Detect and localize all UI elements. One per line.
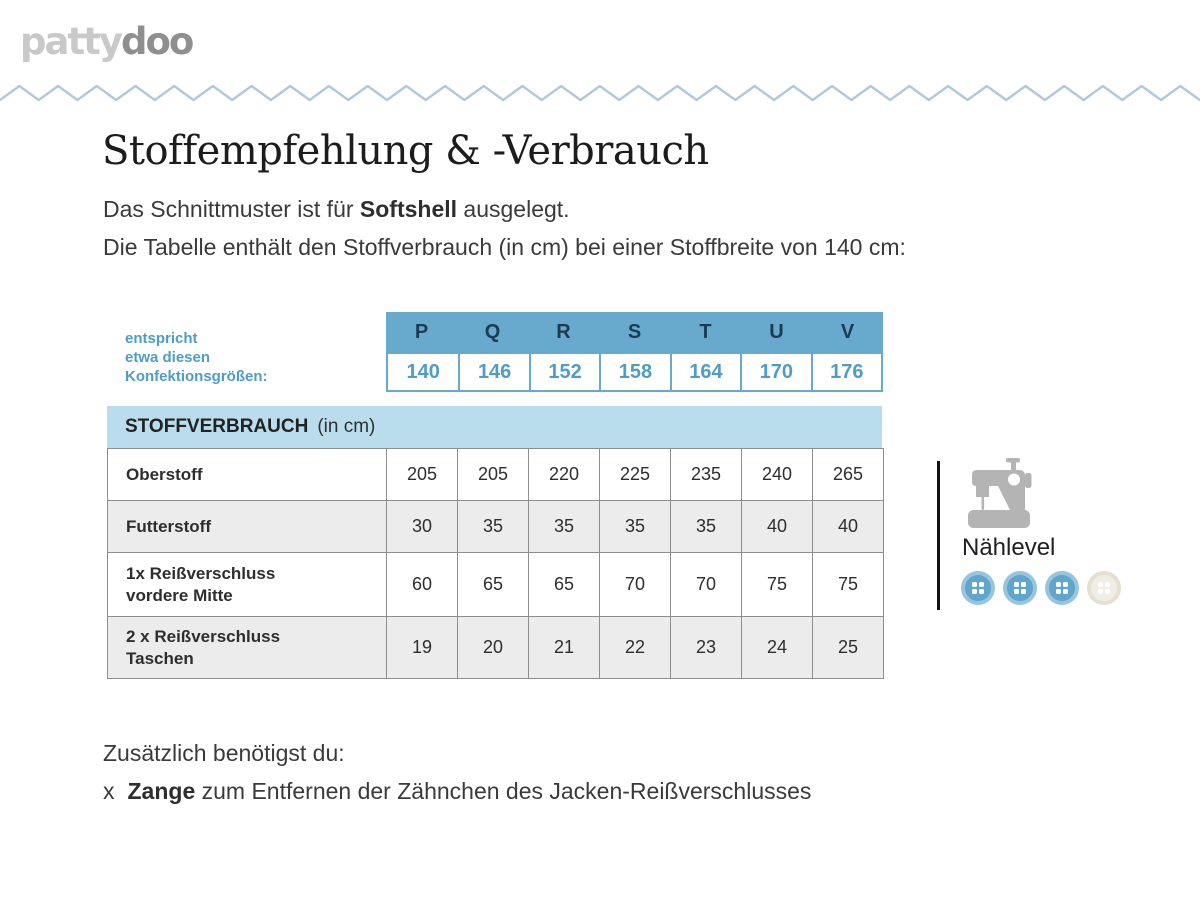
table-cell: 23 xyxy=(670,617,741,678)
table-cell: 240 xyxy=(741,449,812,500)
intro-line-1: Das Schnittmuster ist für Softshell ausgelegt. xyxy=(103,196,570,222)
table-cell: 22 xyxy=(599,617,670,678)
row-label: 2 x Reißverschluss Taschen xyxy=(126,626,281,668)
consumption-header-band xyxy=(107,406,882,448)
table-cell: 35 xyxy=(528,501,599,552)
size-values-row xyxy=(386,352,883,392)
page-title: Stoffempfehlung & -Verbrauch xyxy=(102,128,709,174)
table-cell: 225 xyxy=(599,449,670,500)
size-value: 176 xyxy=(811,354,881,390)
footer-line-1: Zusätzlich benötigst du: xyxy=(103,740,345,766)
table-cell: 65 xyxy=(528,553,599,616)
consumption-header-unit: (in cm) xyxy=(317,416,376,437)
table-cell: 60 xyxy=(386,553,457,616)
table-row xyxy=(108,552,883,616)
table-cell: 40 xyxy=(812,501,883,552)
table-cell: 24 xyxy=(741,617,812,678)
naehlevel-buttons xyxy=(961,571,1121,605)
table-cell: 20 xyxy=(457,617,528,678)
table-cell: 205 xyxy=(386,449,457,500)
size-value: 152 xyxy=(529,354,599,390)
size-note: entspricht etwa diesen Konfektionsgrößen: xyxy=(125,330,268,385)
button-icon xyxy=(961,571,995,605)
size-letter: P xyxy=(414,320,429,343)
table-cell: 70 xyxy=(599,553,670,616)
intro-line-2: Die Tabelle enthält den Stoffverbrauch (in cm) bei einer Stoffbreite von 140 cm: xyxy=(103,234,906,260)
size-letter: S xyxy=(627,320,642,343)
consumption-table xyxy=(107,448,884,679)
fabric-type: Softshell xyxy=(359,196,458,222)
row-label: Futterstoff xyxy=(126,516,211,536)
quantity-prefix: x xyxy=(103,778,115,804)
table-row xyxy=(108,449,883,500)
size-value: 158 xyxy=(599,354,669,390)
table-cell: 235 xyxy=(670,449,741,500)
logo-part-light: patty xyxy=(20,20,121,63)
row-label: 1x Reißverschluss vordere Mitte xyxy=(126,563,276,605)
vertical-divider xyxy=(937,461,940,610)
size-letter: T xyxy=(699,320,712,343)
table-cell: 30 xyxy=(386,501,457,552)
size-letter: U xyxy=(769,320,784,343)
table-cell: 75 xyxy=(741,553,812,616)
size-value: 140 xyxy=(406,360,440,383)
table-cell: 205 xyxy=(457,449,528,500)
table-cell: 40 xyxy=(741,501,812,552)
table-cell: 25 xyxy=(812,617,883,678)
button-icon xyxy=(1087,571,1121,605)
consumption-header-title: STOFFVERBRAUCH xyxy=(125,416,309,437)
table-cell: 75 xyxy=(812,553,883,616)
table-row xyxy=(108,500,883,552)
size-value: 170 xyxy=(740,354,810,390)
naehlevel-label: Nählevel xyxy=(962,534,1056,561)
tool-name: Zange xyxy=(127,778,196,804)
footer-line-2: x Zange zum Entfernen der Zähnchen des Jacken-Reißverschlusses xyxy=(103,778,812,804)
table-cell: 220 xyxy=(528,449,599,500)
size-table xyxy=(386,312,883,392)
table-cell: 35 xyxy=(599,501,670,552)
size-value: 164 xyxy=(670,354,740,390)
size-letter: V xyxy=(840,320,855,343)
table-cell: 19 xyxy=(386,617,457,678)
size-letter: Q xyxy=(484,320,501,343)
size-value: 146 xyxy=(458,354,528,390)
table-row xyxy=(108,616,883,678)
button-icon xyxy=(1003,571,1037,605)
pattydoo-logo xyxy=(20,20,192,63)
table-cell: 265 xyxy=(812,449,883,500)
size-header-row xyxy=(386,312,883,352)
table-cell: 70 xyxy=(670,553,741,616)
table-cell: 65 xyxy=(457,553,528,616)
sewing-machine-icon xyxy=(962,458,1038,530)
row-label: Oberstoff xyxy=(126,464,203,484)
table-cell: 21 xyxy=(528,617,599,678)
table-cell: 35 xyxy=(457,501,528,552)
size-letter: R xyxy=(556,320,571,343)
table-cell: 35 xyxy=(670,501,741,552)
button-icon xyxy=(1045,571,1079,605)
wave-divider xyxy=(0,80,1200,106)
logo-part-dark: doo xyxy=(120,20,193,63)
